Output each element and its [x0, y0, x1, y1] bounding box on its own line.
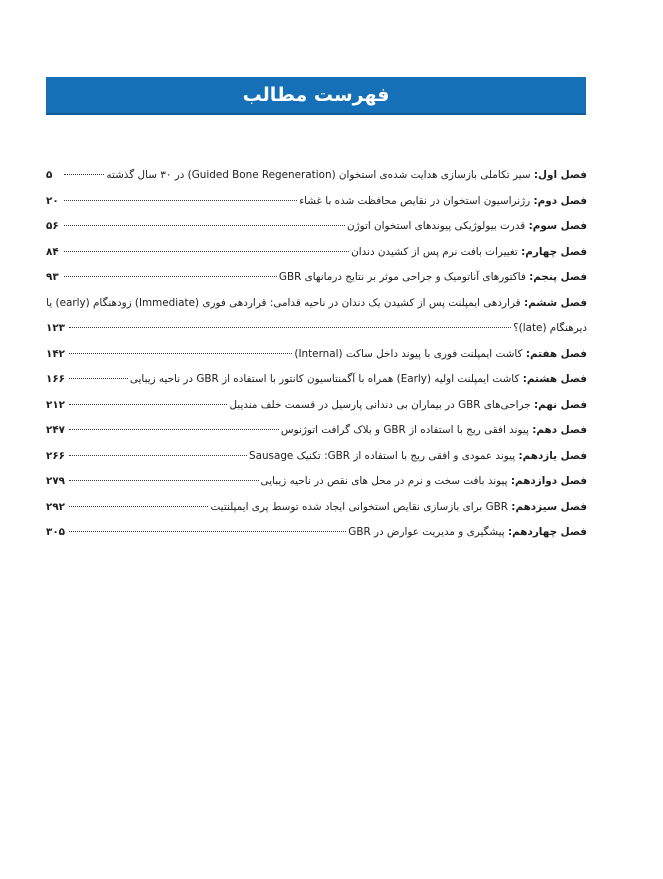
- toc-chapter-title: رژنراسیون استخوان در نقایص محافظت شده با غشاء: [299, 194, 531, 207]
- toc-entry-1[interactable]: [46, 163, 587, 189]
- dot-leader: [69, 479, 259, 481]
- toc-entry-2[interactable]: [46, 189, 587, 215]
- toc-page-number: ۲۴۷: [46, 424, 66, 436]
- toc-chapter-label: فصل نهم:: [534, 398, 587, 411]
- dot-leader: [69, 530, 346, 532]
- dot-leader: [69, 428, 279, 430]
- toc-chapter-title: GBR برای بازسازی نقایص استخوانی ایجاد شده توسط پری ایمپلنتیت: [210, 500, 508, 513]
- toc-chapter-label: فصل هفتم:: [525, 347, 587, 360]
- page-title: فهرست مطالب: [242, 84, 390, 106]
- dot-leader: [64, 250, 349, 252]
- table-of-contents: [46, 163, 587, 546]
- toc-chapter-title: پیوند افقی ریج با استفاده از GBR و بلاک گرافت اتوژنوس: [280, 424, 529, 436]
- toc-entry-11[interactable]: [46, 444, 587, 470]
- toc-chapter-title: جراحی‌های GBR در بیماران بی دندانی پارسیل در قسمت خلف مندیبل: [229, 398, 531, 411]
- toc-page-number: ۲۶۶: [46, 449, 66, 462]
- toc-entry-title: [347, 214, 587, 240]
- toc-entry-8[interactable]: [46, 367, 587, 393]
- toc-chapter-label: فصل دهم:: [532, 424, 587, 436]
- toc-chapter-label: فصل اول:: [533, 169, 587, 181]
- toc-entry-14[interactable]: [46, 520, 587, 546]
- toc-entry-title: [348, 520, 587, 546]
- toc-page-number: ۲۰: [46, 194, 59, 207]
- toc-chapter-title: تغییرات بافت نرم پس از کشیدن دندان: [351, 245, 518, 258]
- dot-leader: [64, 173, 104, 175]
- toc-chapter-title: فاکتورهای آناتومیک و جراحی موثر بر نتایج درمانهای GBR: [278, 271, 526, 283]
- dot-leader: [64, 199, 297, 201]
- toc-chapter-label: فصل دوم:: [533, 194, 587, 207]
- toc-entry-title: [281, 418, 587, 444]
- toc-entry-title: [106, 163, 587, 189]
- toc-entry-title: [229, 393, 587, 419]
- toc-chapter-title: پیوند بافت سخت و نرم در محل های نقص در ناحیه زیبایی: [260, 475, 508, 487]
- toc-page-number: ۳۰۵: [46, 526, 66, 538]
- toc-entry-title: [294, 342, 587, 368]
- toc-entry-5[interactable]: [46, 265, 587, 291]
- toc-page-number: ۵: [46, 169, 53, 181]
- toc-chapter-title: قدرت بیولوژیکی پیوندهای استخوان اتوژن: [346, 220, 526, 232]
- toc-chapter-label: فصل ششم:: [523, 296, 587, 309]
- dot-leader: [69, 505, 208, 507]
- toc-entry-title: [299, 189, 587, 215]
- toc-entry-title: [261, 469, 587, 495]
- toc-page-number: ۲۹۲: [46, 500, 66, 513]
- dot-leader: [69, 377, 128, 379]
- toc-entry-title: [46, 291, 587, 317]
- toc-entry-12[interactable]: [46, 469, 587, 495]
- toc-entry-title: [249, 444, 587, 470]
- toc-chapter-title: سیر تکاملی بازسازی هدایت شده‌ی استخوان (Guided Bone Regeneration) در ۳۰ سال گذشته: [106, 169, 531, 181]
- toc-entry-title: [279, 265, 587, 291]
- toc-entry-10[interactable]: [46, 418, 587, 444]
- toc-page-number: ۵۶: [46, 220, 59, 232]
- toc-page-number: ۹۳: [46, 271, 59, 283]
- dot-leader: [69, 403, 227, 405]
- toc-entry-continuation: [46, 316, 587, 342]
- toc-entry-title: [351, 240, 587, 266]
- toc-entry-4[interactable]: [46, 240, 587, 266]
- header-bar: [46, 77, 586, 115]
- toc-entry-6[interactable]: [46, 291, 587, 342]
- dot-leader: [69, 326, 511, 328]
- toc-chapter-title: پیوند عمودی و افقی ریج با استفاده از GBR: تکنیک Sausage: [248, 449, 516, 462]
- dot-leader: [69, 454, 247, 456]
- toc-page-number: ۱۶۶: [46, 373, 66, 385]
- toc-chapter-label: فصل چهاردهم:: [507, 526, 587, 538]
- toc-chapter-label: فصل دوازدهم:: [510, 475, 587, 487]
- toc-page-number: ۸۴: [46, 245, 59, 258]
- toc-chapter-label: فصل هشتم:: [522, 373, 587, 385]
- toc-page-number: ۱۴۲: [46, 347, 66, 360]
- toc-page-number: ۲۱۲: [46, 398, 66, 411]
- toc-chapter-label: فصل چهارم:: [521, 245, 587, 258]
- dot-leader: [64, 275, 277, 277]
- toc-entry-title: [210, 495, 587, 521]
- toc-chapter-title: کاشت ایمپلنت اولیه (Early) همراه با آگمنتاسیون کانتور با استفاده از GBR در ناحیه زیبایی: [129, 373, 520, 385]
- toc-page-number: ۲۷۹: [46, 475, 66, 487]
- toc-page-number: ۱۲۳: [46, 322, 66, 334]
- dot-leader: [69, 352, 292, 354]
- dot-leader: [64, 224, 345, 226]
- toc-entry-7[interactable]: [46, 342, 587, 368]
- toc-chapter-title-continued: دیرهنگام (late)؟: [513, 322, 587, 334]
- toc-chapter-label: فصل سوم:: [528, 220, 587, 232]
- toc-entry-9[interactable]: [46, 393, 587, 419]
- toc-entry-title: [130, 367, 587, 393]
- toc-chapter-label: فصل یازدهم:: [518, 449, 587, 462]
- toc-entry-3[interactable]: [46, 214, 587, 240]
- toc-entry-13[interactable]: [46, 495, 587, 521]
- toc-chapter-label: فصل سیزدهم:: [511, 500, 587, 513]
- toc-chapter-label: فصل پنجم:: [529, 271, 587, 283]
- toc-chapter-title: پیشگیری و مدیریت عوارض در GBR: [348, 526, 505, 538]
- toc-chapter-title: قراردهی ایمپلنت پس از کشیدن یک دندان در ناحیه قدامی: قراردهی فوری (Immediate) زودهنگام (early) یا: [46, 296, 521, 309]
- toc-chapter-title: کاشت ایمپلنت فوری با پیوند داخل ساکت (Internal): [294, 347, 523, 360]
